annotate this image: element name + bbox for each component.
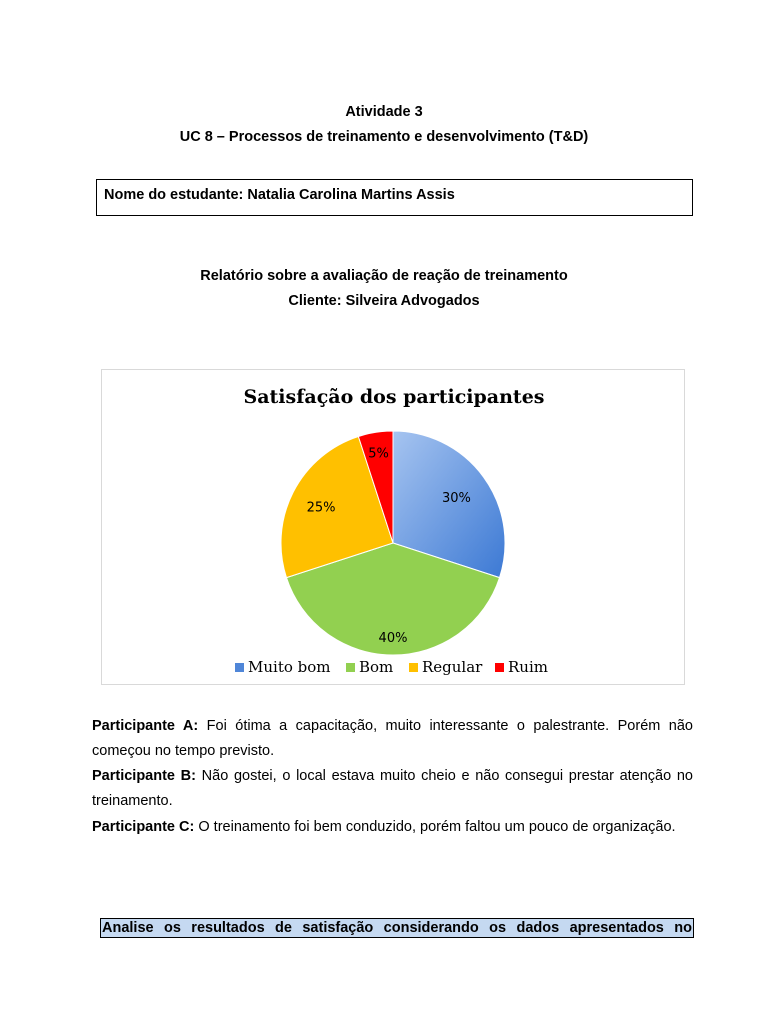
legend-swatch-bom [346, 663, 355, 672]
legend-label-ruim: Ruim [508, 658, 548, 676]
participant-a-text: Foi ótima a capacitação, muito interessante o palestrante. Porém não começou no tempo previsto. [92, 718, 693, 759]
participant-c-name: Participante C: [92, 819, 195, 835]
participant-b-name: Participante B: [92, 768, 196, 784]
pie-label-regular: 25% [306, 500, 336, 516]
legend-swatch-ruim [495, 663, 504, 672]
student-name: Nome do estudante: Natalia Carolina Martins Assis [104, 187, 455, 203]
pie-label-bom: 40% [378, 631, 408, 647]
legend-label-regular: Regular [422, 658, 483, 676]
legend-label-bom: Bom [359, 658, 394, 676]
student-name-box [96, 179, 693, 216]
instruction-highlight: Analise os resultados de satisfação considerando os dados apresentados no [102, 920, 692, 936]
report-title: Relatório sobre a avaliação de reação de treinamento [200, 268, 568, 284]
legend-swatch-regular [409, 663, 418, 672]
participant-a-comment [92, 714, 693, 764]
legend-swatch-muito-bom [235, 663, 244, 672]
pie-chart [102, 370, 686, 686]
pie-label-muito-bom: 30% [441, 490, 471, 506]
pie-chart-frame [101, 369, 685, 685]
participant-c-comment [92, 815, 693, 840]
document-title: Atividade 3 [345, 104, 423, 120]
participant-a-name: Participante A: [92, 718, 199, 734]
participant-b-comment [92, 764, 693, 814]
legend-label-muito-bom: Muito bom [248, 658, 331, 676]
report-client: Cliente: Silveira Advogados [288, 293, 480, 309]
participant-b-text: Não gostei, o local estava muito cheio e não consegui prestar atenção no treinamento. [92, 768, 693, 809]
participant-c-text: O treinamento foi bem conduzido, porém faltou um pouco de organização. [198, 819, 676, 835]
chart-title: Satisfação dos participantes [243, 386, 545, 408]
document-subtitle: UC 8 – Processos de treinamento e desenvolvimento (T&D) [179, 129, 589, 145]
pie-label-ruim: 5% [368, 446, 389, 462]
